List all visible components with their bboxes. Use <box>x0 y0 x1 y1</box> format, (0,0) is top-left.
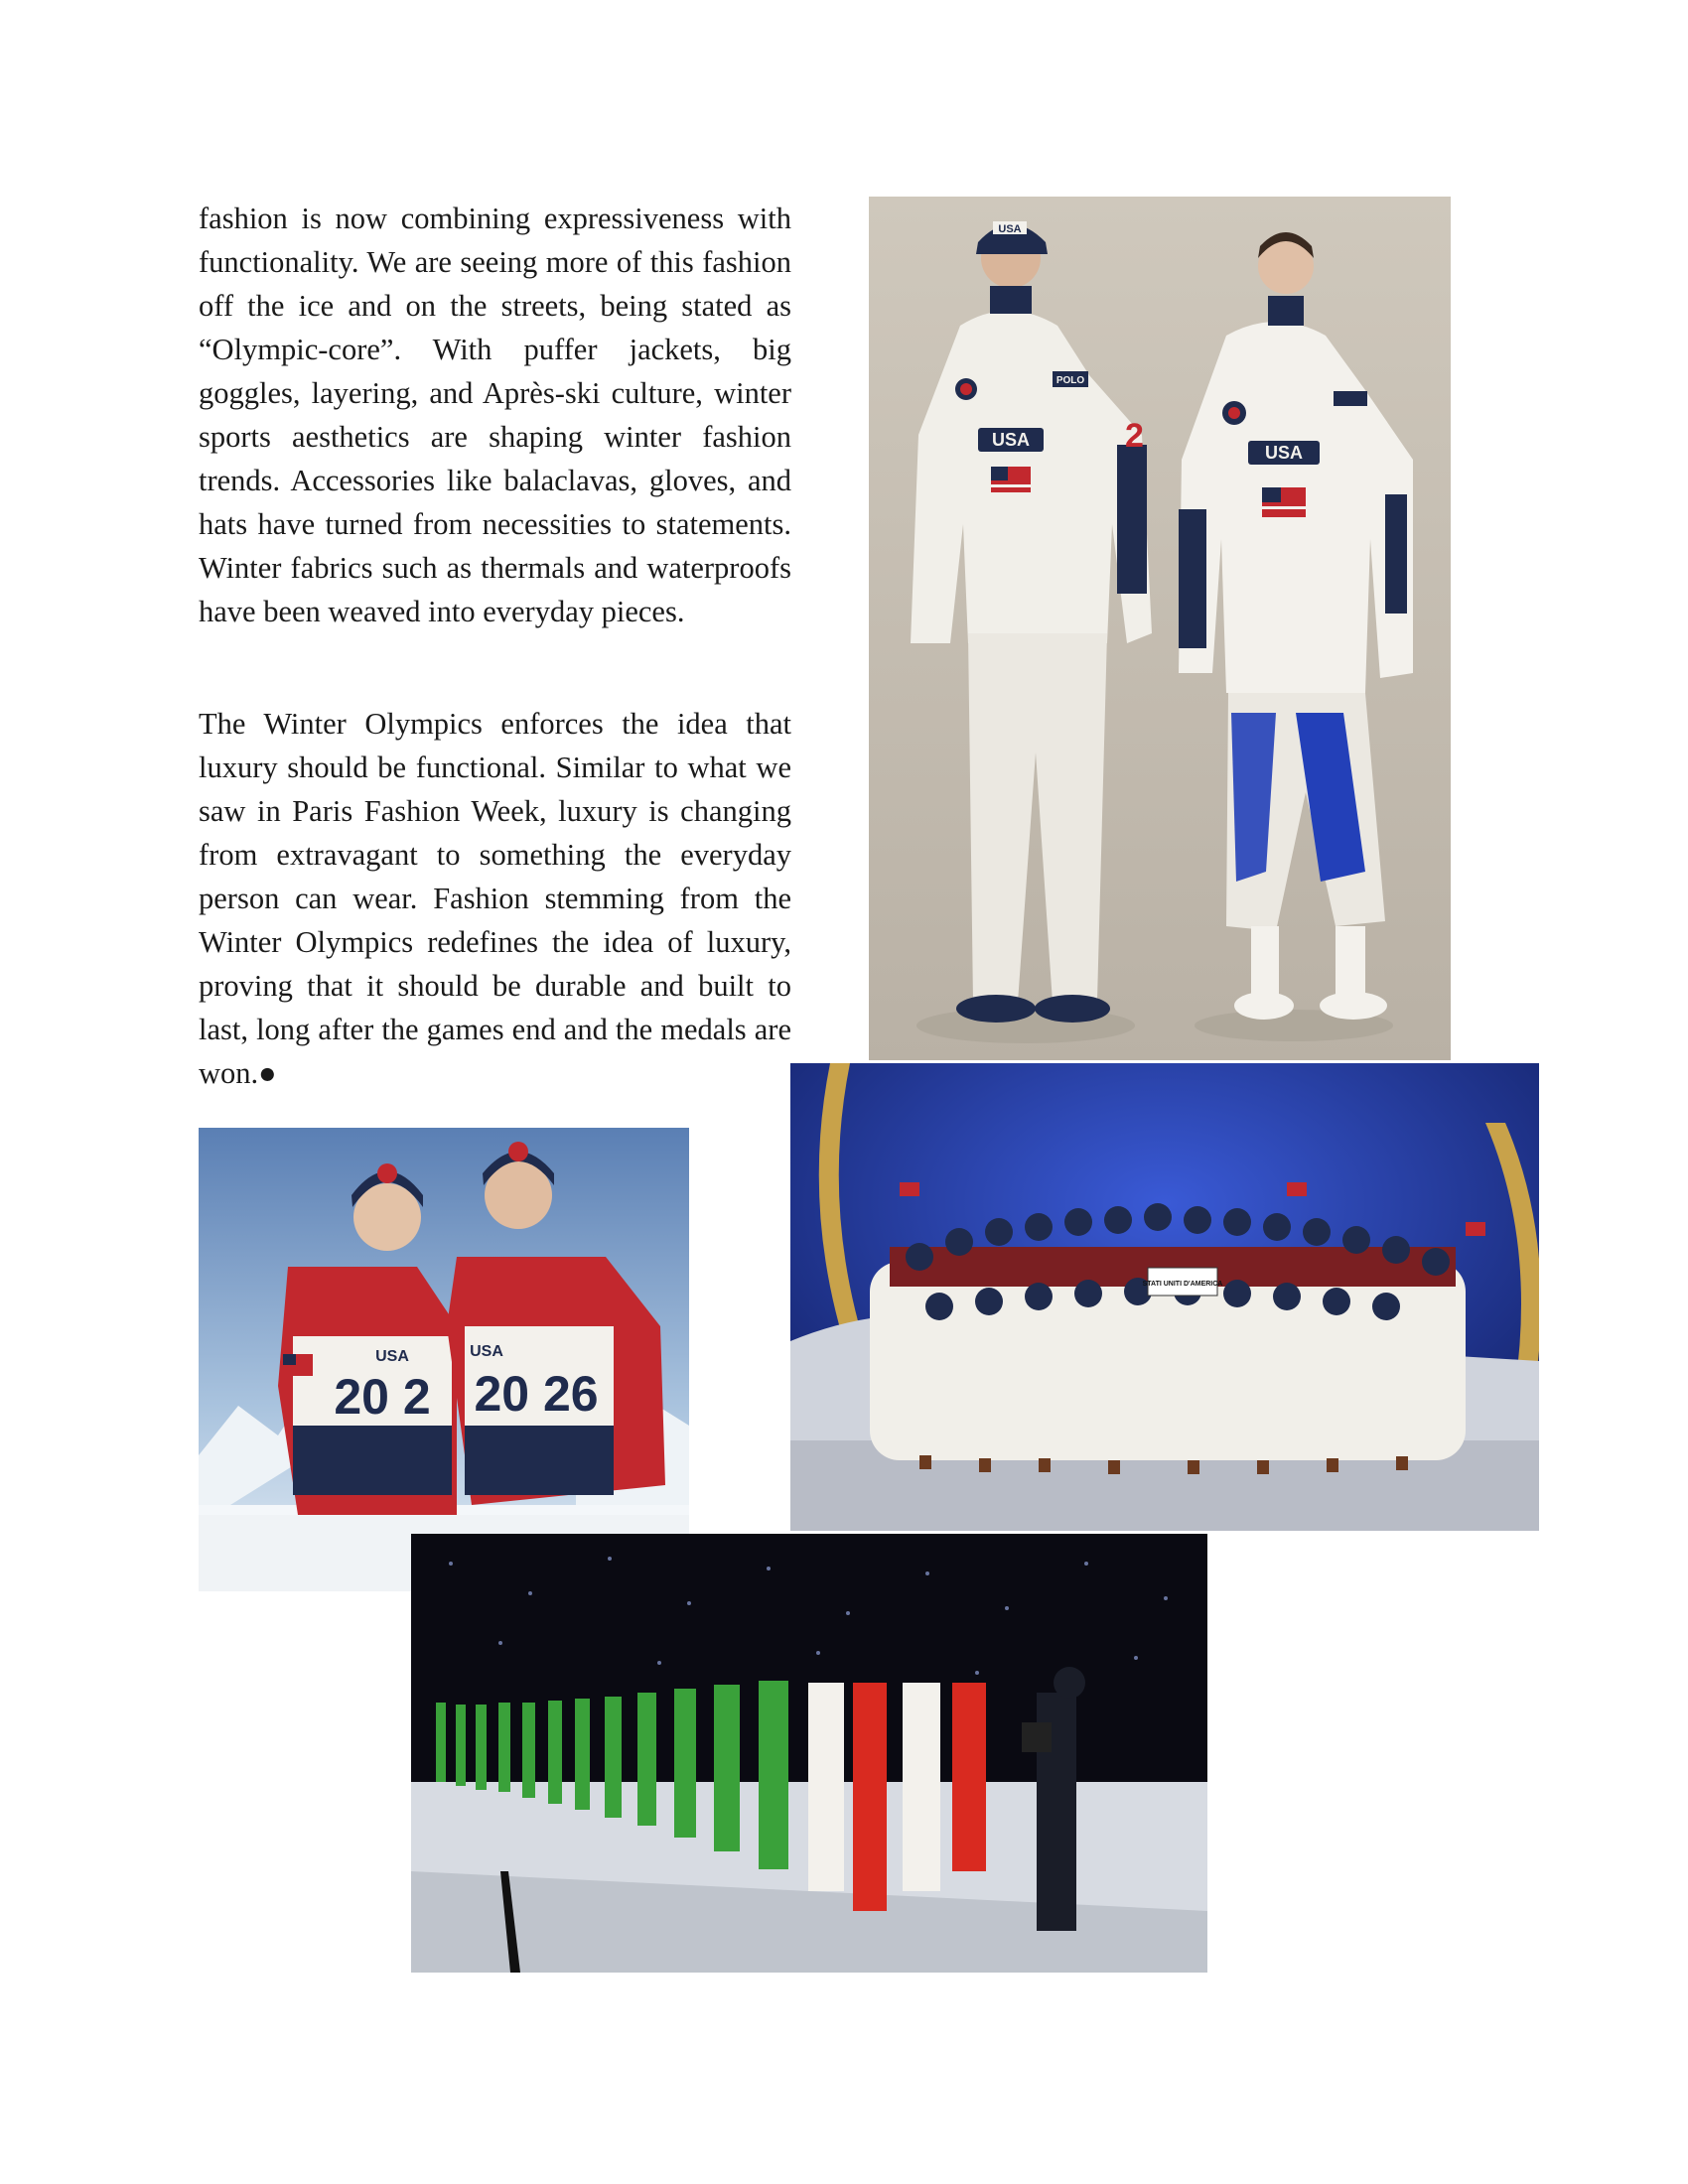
team-usa-white-outfits-photo <box>869 197 1451 1060</box>
puffer-jackets-photo <box>199 1128 689 1591</box>
sleeve-number-text: 2 <box>1125 417 1144 455</box>
ceremony-sign-text: STATI UNITI D'AMERICA <box>1142 1281 1223 1288</box>
opening-ceremony-photo <box>790 1063 1539 1531</box>
left-jacket-badge: USA <box>375 1348 409 1365</box>
left-jacket-number: 20 2 <box>334 1369 431 1425</box>
right-jacket-number: 20 26 <box>474 1366 599 1422</box>
article-paragraph: fashion is now combining expressiveness with functionality. We are seeing more of this fashion off the ice and on the streets, being stated as “Olympic-core”. With puffer jackets, big goggles, layering, and Après-ski culture, winter sports aesthetics are shaping winter fashion trends. Accessories like balaclavas, gloves, and hats have turned from necessities to statements. Winter fabrics such as thermals and waterproofs have been weaved into everyday pieces. <box>199 202 791 628</box>
runway-show-photo <box>411 1534 1207 1973</box>
chest-badge-text-2: USA <box>1264 443 1304 463</box>
article-paragraph: The Winter Olympics enforces the idea that luxury should be functional. Similar to what we saw in Paris Fashion Week, luxury is changing from extravagant to something the everyday person can wear. Fashion stemming from the Winter Olympics redefines the idea of luxury, proving that it should be durable and built to last, long after the games end and the medals are won.● <box>199 707 791 1090</box>
chest-badge-text: USA <box>991 430 1031 450</box>
polo-tag-text: POLO <box>1055 375 1085 386</box>
hat-badge-text: USA <box>998 223 1022 235</box>
right-jacket-badge: USA <box>470 1343 503 1360</box>
